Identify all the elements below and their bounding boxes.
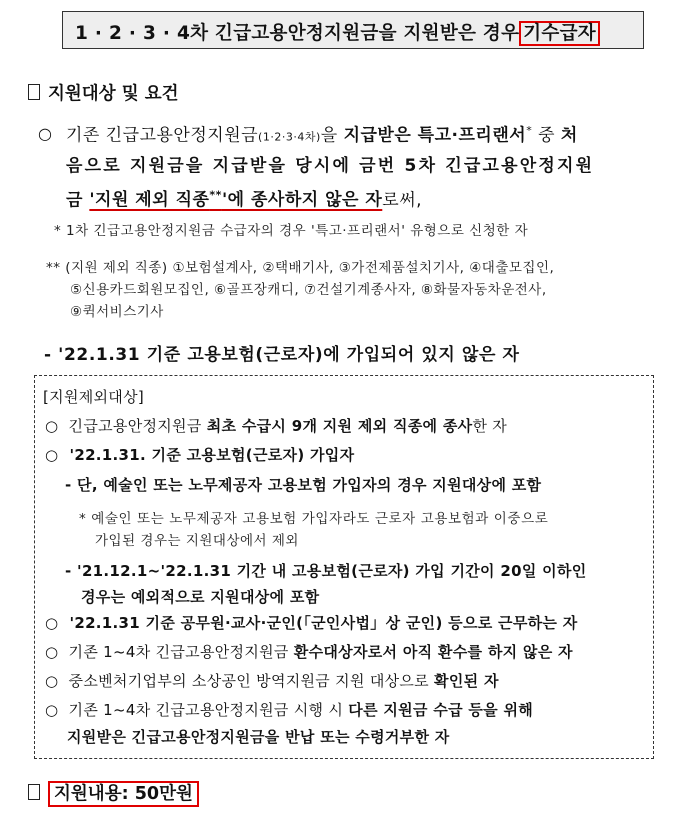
exclusion-header: [지원제외대상] bbox=[43, 388, 145, 406]
exclusion-item: ○ 긴급고용안정지원금 최초 수급시 9개 지원 제외 직종에 종사한 자 bbox=[45, 417, 508, 435]
exclusion-item: ○ '22.1.31 기준 공무원·교사·군인(「군인사법」상 군인) 등으로 근무하는 자 bbox=[45, 614, 578, 632]
eligibility-paragraph: 기존 긴급고용안정지원금(1·2·3·4차)을 지급받은 특고·프리랜서* 중 처 음으로 지원금을 지급받을 당시에 금번 5차 긴급고용안정지원 금 '지원 제외 직종**'에 종사하지 않은 자로써, bbox=[66, 124, 595, 211]
section-heading-support bbox=[28, 780, 199, 805]
title-highlight: 기수급자 bbox=[519, 21, 600, 46]
exclusion-note: * 예술인 또는 노무제공자 고용보험 가입자라도 근로자 고용보험과 이중으로 가입된 경우는 지원대상에서 제외 bbox=[79, 511, 549, 549]
footnote-1: * 1차 긴급고용안정지원금 수급자의 경우 '특고·프리랜서' 유형으로 신청한 자 bbox=[54, 223, 529, 239]
section-heading-target bbox=[28, 80, 179, 105]
footnote-2: ** (지원 제외 직종) ①보험설계사, ②택배기사, ③가전제품설치기사, ④대출모집인, ⑤신용카드회원모집인, ⑥골프장캐디, ⑦건설기계종사자, ⑧화물자동차운전사, ⑨퀵서비스기사 bbox=[46, 260, 555, 320]
exclusion-item: ○ 중소벤처기업부의 소상공인 방역지원금 지원 대상으로 확인된 자 bbox=[45, 672, 499, 690]
exclusion-item: ○ 기존 1~4차 긴급고용안정지원금 시행 시 다른 지원금 수급 등을 위해 지원받은 긴급고용안정지원금을 반납 또는 수령거부한 자 bbox=[45, 701, 534, 746]
exclusion-subitem: - '21.12.1~'22.1.31 기간 내 고용보험(근로자) 가입 기간이 20일 이하인 경우는 예외적으로 지원대상에 포함 bbox=[65, 562, 587, 606]
requirement-dash-item: - '22.1.31 기준 고용보험(근로자)에 가입되어 있지 않은 자 bbox=[44, 345, 520, 365]
page-title bbox=[75, 19, 600, 45]
circle-bullet-icon: ○ bbox=[38, 124, 52, 143]
title-box bbox=[62, 11, 644, 49]
section-label: 지원대상 및 요건 bbox=[48, 84, 179, 104]
support-amount: 지원내용: 50만원 bbox=[48, 781, 199, 807]
exclusion-item: ○ '22.1.31. 기준 고용보험(근로자) 가입자 bbox=[45, 446, 355, 464]
exclusion-item: ○ 기존 1~4차 긴급고용안정지원금 환수대상자로서 아직 환수를 하지 않은 자 bbox=[45, 643, 573, 661]
square-bullet-icon bbox=[28, 784, 40, 800]
exclusion-box bbox=[34, 375, 654, 759]
square-bullet-icon bbox=[28, 84, 40, 100]
exclusion-subitem: - 단, 예술인 또는 노무제공자 고용보험 가입자의 경우 지원대상에 포함 bbox=[65, 476, 542, 494]
title-main: 1 · 2 · 3 · 4차 긴급고용안정지원금을 지원받은 경우 bbox=[75, 23, 520, 44]
excluded-jobs-underlined: '지원 제외 직종**'에 종사하지 않은 자 bbox=[89, 188, 383, 211]
